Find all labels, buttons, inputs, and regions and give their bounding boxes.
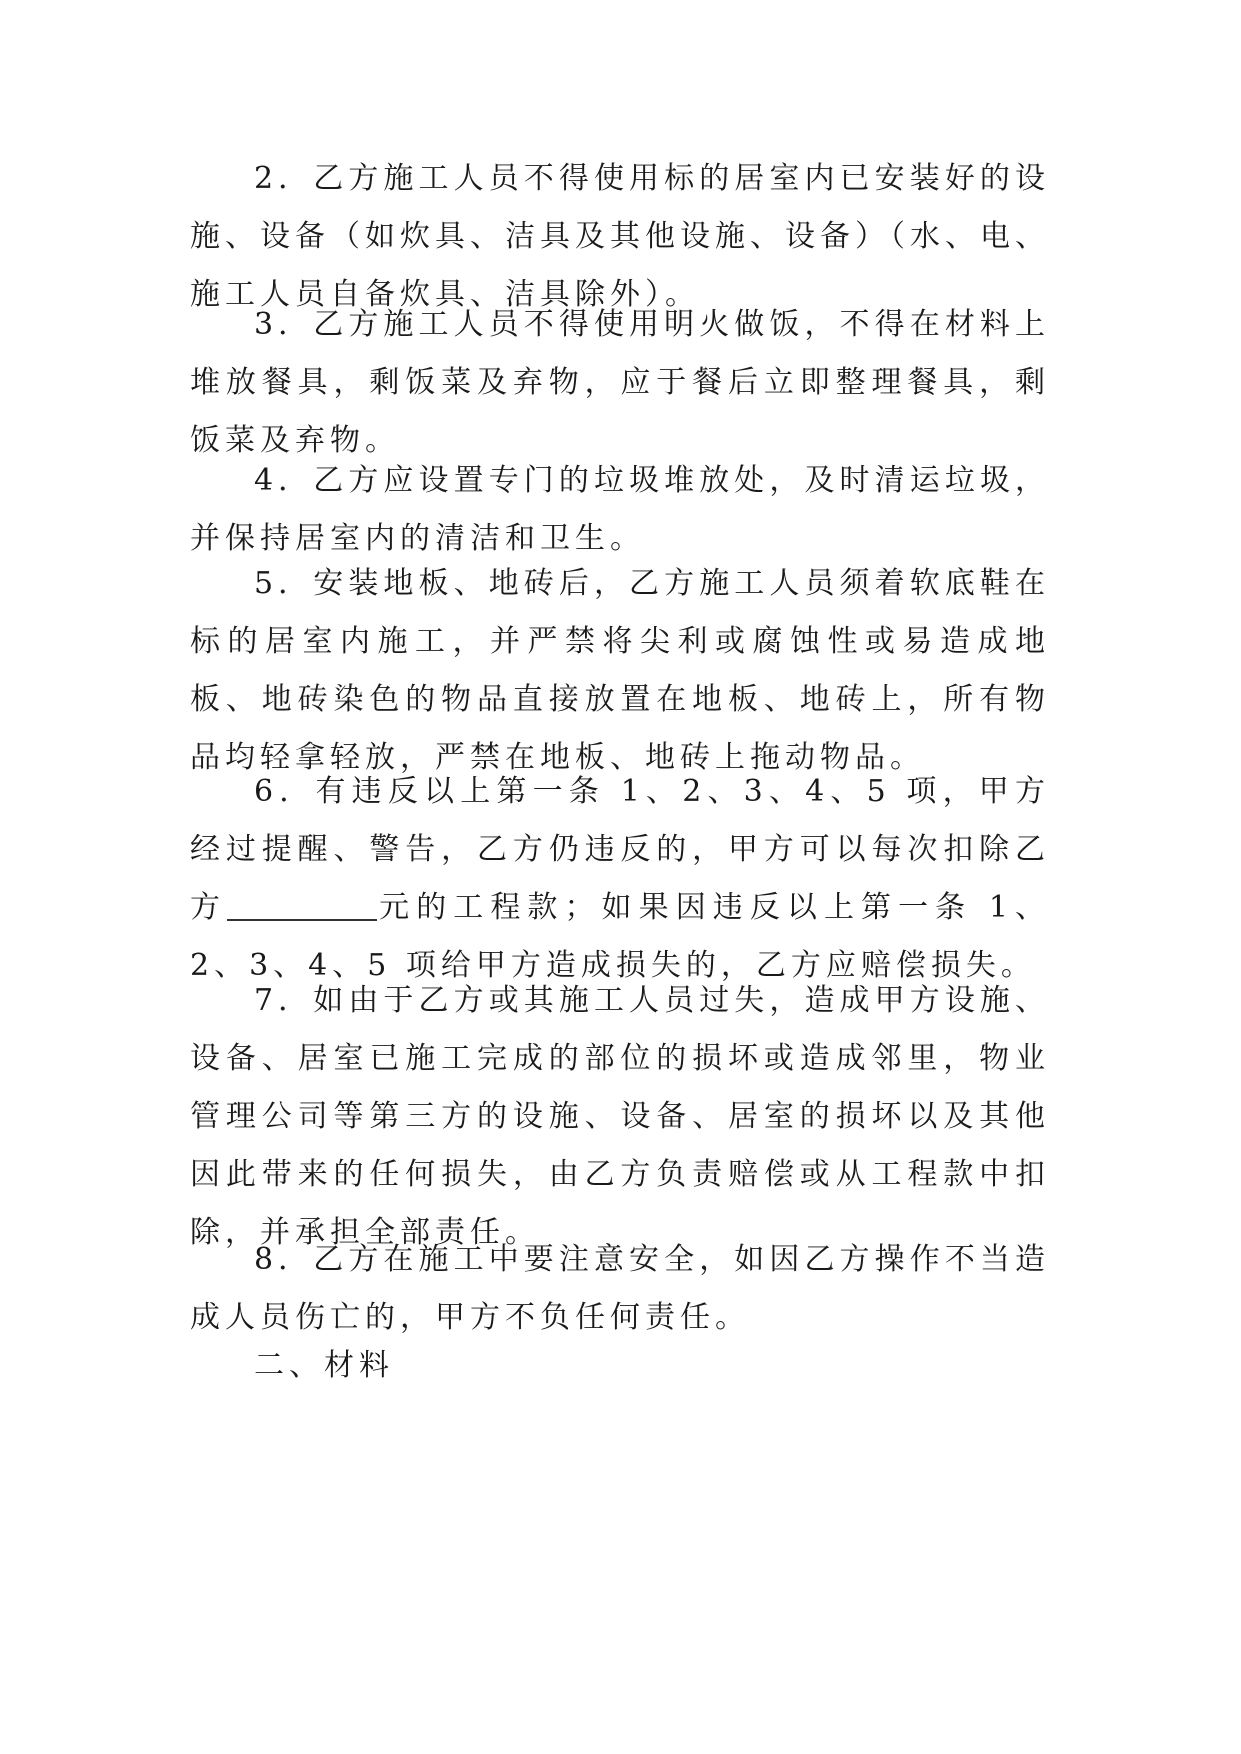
clause-7: 7．如由于乙方或其施工人员过失，造成甲方设施、设备、居室已施工完成的部位的损坏或造成邻里，物业管理公司等第三方的设施、设备、居室的损坏以及其他因此带来的任何损失，由乙方负责赔偿或从工程款中扣除，并承担全部责任。 xyxy=(190,983,1050,1250)
section-heading-materials: 二、材料 xyxy=(254,1348,394,1383)
clause-3: 3．乙方施工人员不得使用明火做饭，不得在材料上堆放餐具，剩饭菜及弃物，应于餐后立即整理餐具，剩饭菜及弃物。 xyxy=(190,307,1050,458)
amount-blank xyxy=(227,889,377,921)
clause-6-part-2: 元的工程款；如果因违反以上第一条 1、2、3、4、5 项给甲方造成损失的，乙方应赔偿损失。 xyxy=(190,890,1051,983)
clause-2: 2．乙方施工人员不得使用标的居室内已安装好的设施、设备（如炊具、洁具及其他设施、设备）（水、电、施工人员自备炊具、洁具除外）。 xyxy=(190,161,1050,312)
clause-6 xyxy=(190,763,1050,995)
clause-5: 5．安装地板、地砖后，乙方施工人员须着软底鞋在标的居室内施工，并严禁将尖利或腐蚀性或易造成地板、地砖染色的物品直接放置在地板、地砖上，所有物品均轻拿轻放，严禁在地板、地砖上拖动物品。 xyxy=(190,566,1050,775)
clause-6-part-1: 6．有违反以上第一条 1、2、3、4、5 项，甲方经过提醒、警告，乙方仍违反的，甲方可以每次扣除乙方 xyxy=(190,774,1050,925)
clause-4: 4．乙方应设置专门的垃圾堆放处，及时清运垃圾，并保持居室内的清洁和卫生。 xyxy=(190,463,1050,556)
clause-8: 8．乙方在施工中要注意安全，如因乙方操作不当造成人员伤亡的，甲方不负任何责任。 xyxy=(190,1242,1050,1335)
